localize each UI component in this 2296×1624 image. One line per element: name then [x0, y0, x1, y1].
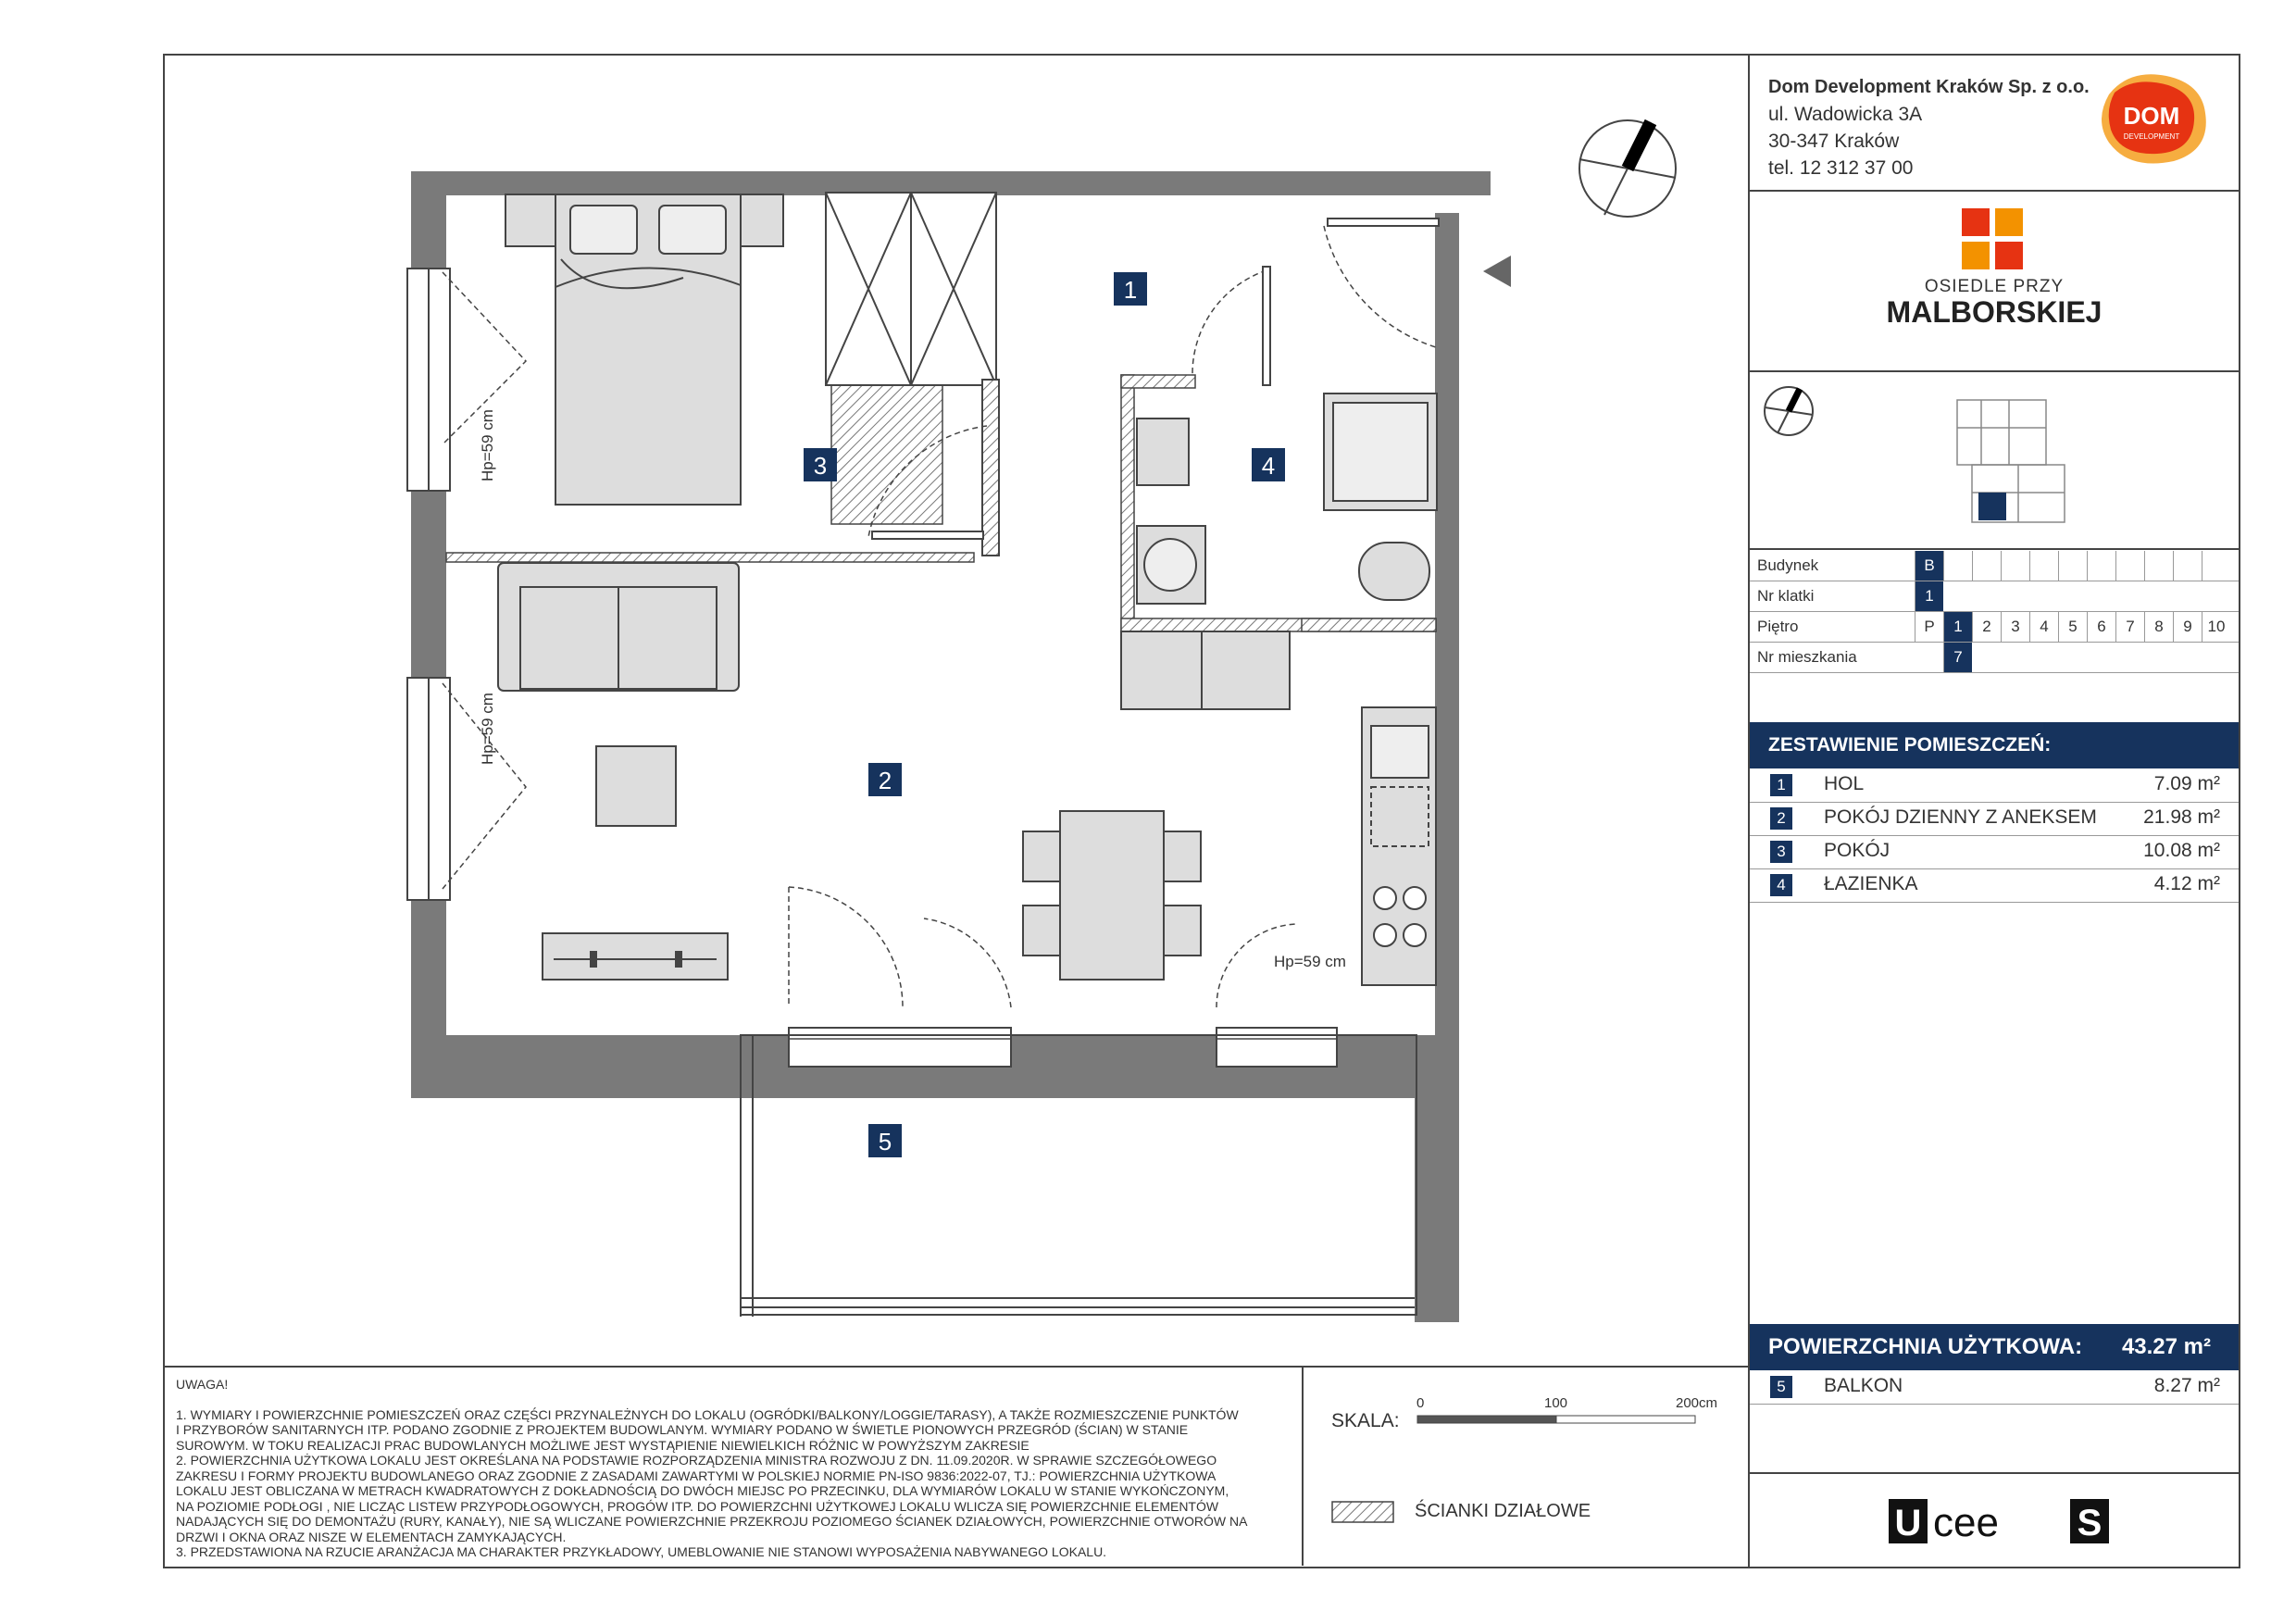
project-name-line2: MALBORSKIEJ — [1886, 295, 2103, 329]
floor-cell: 7 — [2115, 612, 2144, 642]
scale-legend-section — [1304, 1366, 1748, 1566]
room-name: POKÓJ — [1824, 840, 1890, 861]
company-info — [1768, 74, 2090, 181]
apartment-label: Nr mieszkania — [1757, 648, 1857, 666]
bathroom-door — [1192, 267, 1270, 385]
building-label: Budynek — [1757, 556, 1819, 574]
svg-text:4: 4 — [1261, 452, 1276, 480]
rooms-header: ZESTAWIENIE POMIESZCZEŃ: — [1750, 722, 2239, 768]
room-area: 7.09 m² — [2153, 773, 2220, 794]
note-line: ZAKRESU I FORMY PROJEKTU BUDOWLANEGO ORAZ ZGODNIE Z ZASADAMI ZAWARTYMI W POLSKIEJ NORMIE PN-ISO 9836:2022-07, TJ.: POWIERZCHNIA UŻYTKOWA — [176, 1468, 1217, 1483]
room-num: 5 — [1770, 1376, 1792, 1398]
room-area: 8.27 m² — [2153, 1375, 2220, 1396]
sofa — [498, 563, 739, 691]
company-name: Dom Development Kraków Sp. z o.o. — [1768, 77, 2090, 97]
floor-cell: 6 — [2087, 612, 2115, 642]
window-height-label-kitchen: Hp=59 cm — [1274, 953, 1346, 970]
bed — [505, 194, 783, 505]
floor-label: Piętro — [1757, 618, 1799, 635]
info-sidebar — [1748, 56, 2239, 1567]
key-plan-compass-icon — [1765, 387, 1813, 435]
room-number-5 — [868, 1124, 902, 1157]
svg-text:3: 3 — [813, 452, 828, 480]
note-line: 3. PRZEDSTAWIONA NA RZUCIE ARANŻACJA MA CHARAKTER PRZYKŁADOWY, UMEBLOWANIE NIE STANOWI WYPOSAŻENIA NABYWANEGO LOKALU. — [176, 1544, 1107, 1559]
floor-cell: 4 — [2029, 612, 2058, 642]
company-street: ul. Wadowicka 3A — [1768, 104, 1923, 125]
room-number-3 — [804, 448, 837, 481]
window-left-bottom — [407, 678, 526, 900]
svg-text:DOM: DOM — [2123, 102, 2180, 130]
scale-tick-0: 0 — [1416, 1395, 1425, 1411]
note-line: NADAJĄCYCH SIĘ DO DEMONTAŻU (RURY, KANAŁY), NIE SĄ WLICZANE POWIERZCHNIE PRZEKROJU POZIOMEGO ŚCIANEK DZIAŁOWYCH, POWIERZCHNIE OTWORÓW NA — [176, 1514, 1248, 1529]
total-area-label: POWIERZCHNIA UŻYTKOWA: — [1768, 1334, 2083, 1359]
note-line: LOKALU JEST OBLICZANA W METRACH KWADRATOWYCH Z DOKŁADNOŚCIĄ DO DWÓCH MIEJSC PO PRZECINKU, DLA WYMIARÓW LOKALU W STANIE WYKOŃCZONYM, — [176, 1483, 1229, 1498]
note-line: DRZWI I OKNA ORAZ NISZE W ELEMENTACH ZAMYKAJĄCYCH. — [176, 1529, 567, 1544]
key-plan — [1750, 372, 2239, 530]
window-left-top — [407, 269, 526, 491]
room-name: BALKON — [1824, 1375, 1903, 1396]
scale-tick-200: 200cm — [1676, 1395, 1718, 1411]
svg-text:U: U — [1894, 1503, 1922, 1543]
svg-text:5: 5 — [878, 1128, 892, 1156]
floor-plan — [165, 56, 1748, 1361]
building-value: B — [1915, 551, 1943, 581]
balcony-row — [1750, 1370, 2239, 1405]
room-name: ŁAZIENKA — [1824, 873, 1918, 894]
window-height-label-bottom: Hp=59 cm — [479, 693, 496, 765]
floor-cell: P — [1915, 612, 1943, 642]
floor-cell: 10 — [2202, 612, 2230, 642]
staircase-label: Nr klatki — [1757, 587, 1815, 605]
svg-text:cee: cee — [1933, 1500, 1999, 1545]
company-phone: tel. 12 312 37 00 — [1768, 157, 1914, 179]
floor-cell: 8 — [2144, 612, 2173, 642]
apartment-row — [1750, 643, 2239, 673]
company-city: 30-347 Kraków — [1768, 131, 1900, 152]
notes-section — [165, 1366, 1304, 1566]
room-name: HOL — [1824, 773, 1865, 794]
room-num: 3 — [1770, 841, 1792, 863]
note-line: 2. POWIERZCHNIA UŻYTKOWA LOKALU JEST OKREŚLANA NA PODSTAWIE ROZPORZĄDZENIA MINISTRA ROZWOJU Z DN. 11.09.2020R. W SPRAWIE SZCZEGÓŁOWEGO — [176, 1453, 1217, 1468]
svg-text:2: 2 — [878, 767, 892, 794]
entrance-door — [1324, 219, 1511, 348]
floor-cell: 3 — [2001, 612, 2029, 642]
apartment-value: 7 — [1943, 643, 1972, 672]
note-line: I PRZYBORÓW SANITARNYCH ITP. PODANO ZGODNIE Z PROJEKTEM BUDOWLANYM. WYMIARY PODANO W ŚWIETLE PIONOWYCH PRZEGRÓD (ŚCIAN) W STANIE — [176, 1422, 1189, 1437]
floor-cell: 9 — [2173, 612, 2202, 642]
coffee-table — [596, 746, 676, 826]
partition-wall-swatch — [1331, 1501, 1396, 1525]
room-area: 10.08 m² — [2143, 840, 2220, 861]
apartment-info-table — [1750, 551, 2239, 673]
total-area-bar — [1750, 1324, 2239, 1370]
room-num: 4 — [1770, 874, 1792, 896]
project-logo-mark-icon — [1962, 208, 2027, 273]
room-area: 4.12 m² — [2153, 873, 2220, 894]
room-num: 2 — [1770, 807, 1792, 830]
room-row — [1750, 802, 2239, 836]
room-number-2 — [868, 763, 902, 796]
floor-cell: 5 — [2058, 612, 2087, 642]
floor-cell-selected: 1 — [1943, 612, 1972, 642]
scale-label: SKALA: — [1331, 1410, 1400, 1431]
notes-title: UWAGA! — [176, 1377, 229, 1392]
svg-text:S: S — [2077, 1503, 2103, 1543]
dining-table — [1023, 811, 1201, 980]
note-line: NA POZIOMIE PODŁOGI , NIE LICZĄC LISTEW PRZYPODŁOGOWYCH, PROGÓW ITP. DO POWIERZCHNI UŻYTKOWEJ LOKALU WLICZA SIĘ POWIERZCHNIE ELEMENTÓW — [176, 1498, 1219, 1514]
legend-label: ŚCIANKI DZIAŁOWE — [1415, 1501, 1591, 1521]
room-name: POKÓJ DZIENNY Z ANEKSEM — [1824, 806, 2097, 828]
dom-development-logo — [2092, 67, 2213, 169]
floor-cell: 2 — [1972, 612, 2001, 642]
total-area-value: 43.27 m² — [2121, 1334, 2211, 1359]
room-number-1 — [1114, 272, 1147, 306]
room-row — [1750, 768, 2239, 803]
floor-row — [1750, 612, 2239, 643]
tv-cabinet — [543, 933, 728, 980]
note-line: 1. WYMIARY I POWIERZCHNIE POMIESZCZEŃ ORAZ CZĘŚCI PRZYNALEŻNYCH DO LOKALU (OGRÓDKI/BALKONY/LOGGIE/TARASY), A TAKŻE ROZMIESZCZENIE PUNKTÓW — [176, 1406, 1239, 1422]
ucees-logo — [1889, 1495, 2111, 1547]
project-name-line1: OSIEDLE PRZY — [1924, 277, 2065, 296]
scale-tick-100: 100 — [1544, 1395, 1568, 1411]
svg-text:1: 1 — [1123, 276, 1138, 304]
room-row — [1750, 868, 2239, 903]
balcony-door-right — [1217, 924, 1337, 1067]
scale-bar — [1416, 1414, 1722, 1432]
bathroom-fixtures — [1137, 394, 1437, 604]
project-logo — [1750, 208, 2239, 329]
staircase-row — [1750, 581, 2239, 612]
balcony-door-left — [789, 887, 1011, 1067]
staircase-value: 1 — [1915, 581, 1943, 611]
note-line: SUROWYM. W TOKU REALIZACJI PRAC BUDOWLANYCH MOŻLIWE JEST WYSTĄPIENIE NIEWIELKICH RÓŻNIC W POWYŻSZYM ZAKRESIE — [176, 1437, 1029, 1453]
room-row — [1750, 835, 2239, 869]
room-num: 1 — [1770, 774, 1792, 796]
room-area: 21.98 m² — [2143, 806, 2220, 828]
building-row — [1750, 551, 2239, 581]
svg-text:DEVELOPMENT: DEVELOPMENT — [2123, 132, 2180, 141]
window-height-label-top: Hp=59 cm — [479, 409, 496, 481]
compass-icon — [1579, 120, 1676, 217]
room-number-4 — [1252, 448, 1285, 481]
